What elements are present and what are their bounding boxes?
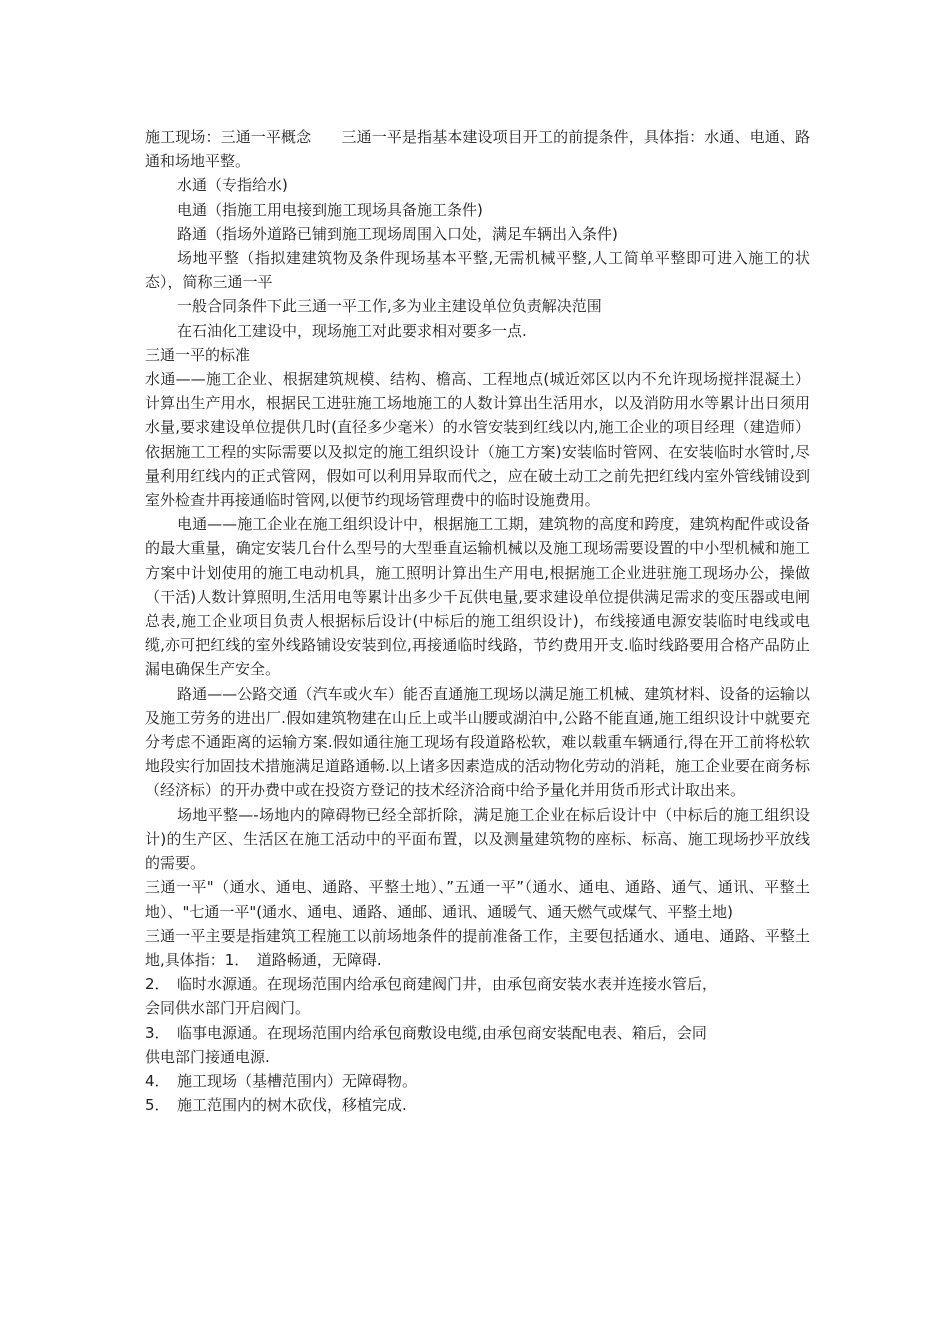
paragraph-summary: 三通一平主要是指建筑工程施工以前场地条件的提前准备工作，主要包括通水、通电、通路、平整土地,具体指：1． 道路畅通，无障碍. (145, 926, 810, 969)
list-item-4: 4． 施工现场（基槽范围内）无障碍物。 (145, 1071, 418, 1090)
list-item-3-cont: 供电部门接通电源. (145, 1047, 270, 1066)
list-item-2: 2． 临时水源通。在现场范围内给承包商建阀门井，由承包商安装水表并连接水管后， (145, 975, 718, 994)
paragraph-site-leveling: 场地平整（指拟建建筑物及条件现场基本平整,无需机械平整,人工简单平整即可进入施工的状态），简称三通一平 (145, 249, 810, 292)
paragraph-water: 水通（专指给水) (177, 176, 288, 195)
list-item-3: 3． 临事电源通。在现场范围内给承包商敷设电缆,由承包商安装配电表、箱后，会同 (145, 1023, 707, 1042)
list-item-5: 5． 施工范围内的树木砍伐，移植完成. (145, 1096, 407, 1115)
paragraph-water-standard: 水通——施工企业、根据建筑规模、结构、檐高、工程地点(城近郊区以内不允许现场搅拌混凝土）计算出生产用水，根据民工进驻施工场地施工的人数计算出生活用水，以及消防用水等累计出日须用水量,要求建设单位提供几时(直径多少毫米）的水管安装到红线以内,施工企业的项目经理（建造师）依据施工工程的实际需要以及拟定的施工组织设计（施工方案)安装临时管网、在安装临时水管时,尽量利用红线内的正式管网，假如可以利用异取而代之，应在破土动工之前先把红线内室外管线铺设到室外检查井再接通临时管网,以便节约现场管理费中的临时设施费用。 (145, 370, 810, 510)
paragraph-intro: 施工现场：三通一平概念 三通一平是指基本建设项目开工的前提条件，具体指：水通、电通、路通和场地平整。 (145, 128, 810, 171)
paragraph-leveling-standard: 场地平整—-场地内的障碍物已经全部折除，满足施工企业在标后设计中（中标后的施工组织设计)的生产区、生活区在施工活动中的平面布置，以及测量建筑物的座标、标高、施工现场抄平放线的需要。 (145, 805, 810, 873)
paragraph-petrochemical: 在石油化工建设中，现场施工对此要求相对要多一点. (177, 321, 527, 340)
paragraph-power-standard: 电通——施工企业在施工组织设计中，根据施工工期，建筑物的高度和跨度，建筑构配件或设备的最大重量，确定安装几台什么型号的大型垂直运输机械以及施工现场需要设置的中小型机械和施工方案中计划使用的施工电动机具，施工照明计算出生产用电,根据施工企业进驻施工现场办公，操做（干活)人数计算照明,生活用电等累计出多少千瓦供电量,要求建设单位提供满足需求的变压器或电闸总表,施工企业项目负责人根据标后设计(中标后的施工组织设计)，布线接通电源安装临时电线或电缆,亦可把红线的室外线路铺设安装到位,再接通临时线路，节约费用开支.临时线路要用合格产品防止漏电确保生产安全。 (145, 515, 810, 679)
list-item-2-cont: 会同供水部门开启阀门。 (145, 999, 311, 1018)
paragraph-variants: 三通一平"（通水、通电、通路、平整土地）、”五通一平”（通水、通电、通路、通气、通讯、平整土地）、"七通一平"(通水、通电、通路、通邮、通讯、通暖气、通天燃气或煤气、平整土地) (145, 878, 810, 921)
section-heading-standards: 三通一平的标准 (145, 345, 251, 364)
paragraph-contract-scope: 一般合同条件下此三通一平工作,多为业主建设单位负责解决范围 (177, 297, 602, 316)
document-body (145, 125, 810, 1117)
paragraph-road-standard: 路通——公路交通（汽车或火车）能否直通施工现场以满足施工机械、建筑材料、设备的运输以及施工劳务的进出厂.假如建筑物建在山丘上或半山腰或湖泊中,公路不能直通,施工组织设计中就要充分考虑不通距离的运输方案.假如通往施工现场有段道路松软，难以载重车辆通行,得在开工前将松软地段实行加固技术措施满足道路通畅.以上诸多因素造成的活动物化劳动的消耗，施工企业要在商务标（经济标）的开办费中或在投资方登记的技术经济洽商中给予量化并用货币形式计取出来。 (145, 684, 810, 800)
paragraph-road: 路通（指场外道路已铺到施工现场周围入口处，满足车辆出入条件) (177, 224, 618, 243)
paragraph-power: 电通（指施工用电接到施工现场具备施工条件) (177, 200, 483, 219)
